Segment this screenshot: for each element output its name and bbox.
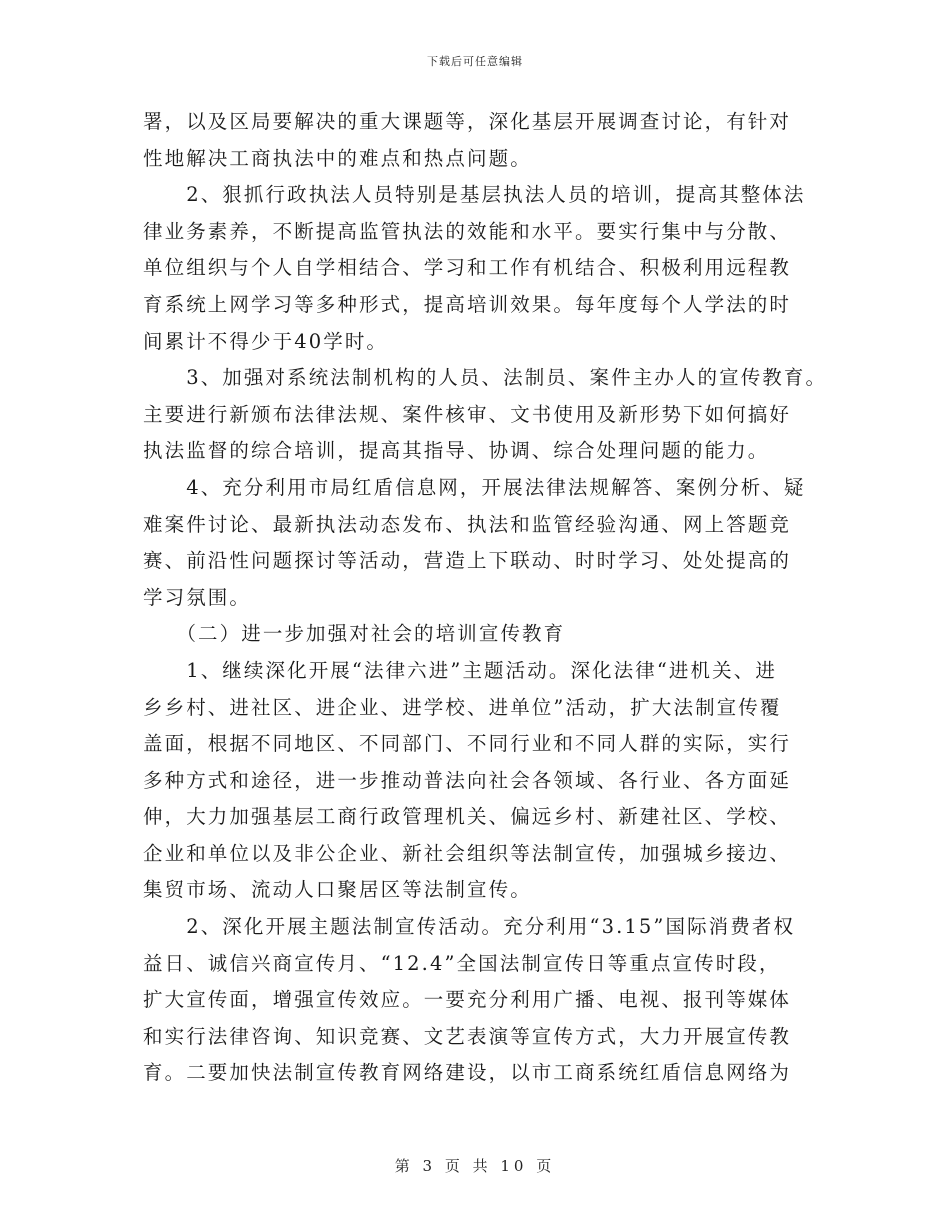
text-line: 多种方式和途径，进一步推动普法向社会各领域、各行业、各方面延 xyxy=(143,768,792,792)
text-line: 1、继续深化开展“法律六进”主题活动。深化法律“进机关、进 xyxy=(143,658,777,682)
text-line: 育。二要加快法制宣传教育网络建设，以市工商系统红盾信息网络为 xyxy=(143,1061,792,1085)
text-line: 集贸市场、流动人口聚居区等法制宣传。 xyxy=(143,878,532,902)
text-line: 育系统上网学习等多种形式，提高培训效果。每年度每个人学法的时 xyxy=(143,292,792,316)
text-line: 伸，大力加强基层工商行政管理机关、偏远乡村、新建社区、学校、 xyxy=(143,805,792,829)
text-line: 3、加强对系统法制机构的人员、法制员、案件主办人的宣传教育。 xyxy=(143,366,828,390)
text-line: 乡乡村、进社区、进企业、进学校、进单位”活动，扩大法制宣传覆 xyxy=(143,695,782,719)
text-line: 4、充分利用市局红盾信息网，开展法律法规解答、案例分析、疑 xyxy=(143,475,806,499)
text-line: 律业务素养，不断提高监管执法的效能和水平。要实行集中与分散、 xyxy=(143,219,792,243)
document-body xyxy=(143,104,828,1092)
text-line: 盖面，根据不同地区、不同部门、不同行业和不同人群的实际，实行 xyxy=(143,732,792,756)
page-number: 第 3 页 共 10 页 xyxy=(394,1157,556,1175)
page-header: 下载后可任意编辑 xyxy=(427,55,523,68)
text-line: 执法监督的综合培训，提高其指导、协调、综合处理问题的能力。 xyxy=(143,439,770,463)
text-line: 赛、前沿性问题探讨等活动，营造上下联动、时时学习、处处提高的 xyxy=(143,549,792,573)
section-heading: （二）进一步加强对社会的培训宣传教育 xyxy=(143,622,566,646)
text-line: 难案件讨论、最新执法动态发布、执法和监管经验沟通、网上答题竞 xyxy=(143,512,792,536)
text-line: 企业和单位以及非公企业、新社会组织等法制宣传，加强城乡接边、 xyxy=(143,841,792,865)
text-line: 益日、诚信兴商宣传月、“12.4”全国法制宣传日等重点宣传时段， xyxy=(143,951,781,975)
text-line: 2、深化开展主题法制宣传活动。充分利用“3.15”国际消费者权 xyxy=(143,915,796,939)
text-line: 性地解决工商执法中的难点和热点问题。 xyxy=(143,146,532,170)
text-line: 主要进行新颁布法律法规、案件核审、文书使用及新形势下如何搞好 xyxy=(143,402,792,426)
text-line: 2、狠抓行政执法人员特别是基层执法人员的培训，提高其整体法 xyxy=(143,183,806,207)
text-line: 扩大宣传面，增强宣传效应。一要充分利用广播、电视、报刊等媒体 xyxy=(143,988,792,1012)
text-line: 署，以及区局要解决的重大课题等，深化基层开展调查讨论，有针对 xyxy=(143,110,792,133)
text-line: 学习氛围。 xyxy=(143,585,252,609)
text-line: 和实行法律咨询、知识竞赛、文艺表演等宣传方式，大力开展宣传教 xyxy=(143,1024,792,1048)
text-line: 单位组织与个人自学相结合、学习和工作有机结合、积极利用远程教 xyxy=(143,256,792,280)
text-line: 间累计不得少于40学时。 xyxy=(143,329,389,353)
